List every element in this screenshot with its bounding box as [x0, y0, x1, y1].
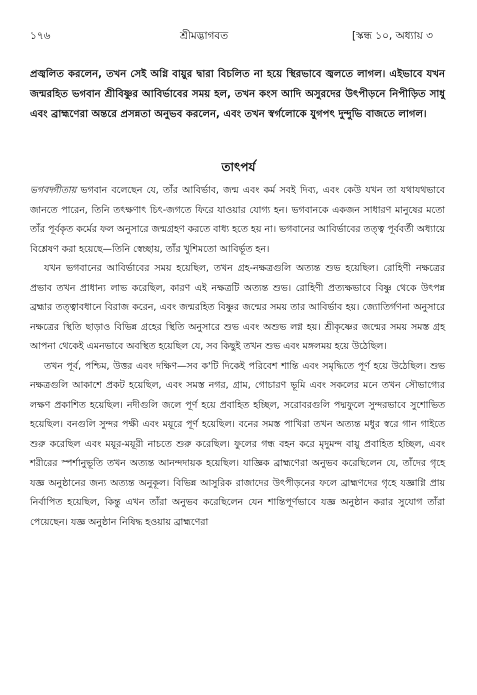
page-number: ১৭৬	[30, 30, 51, 42]
verse-translation: প্রজ্বলিত করলেন, তখন সেই অগ্নি বায়ুর দ্বারা বিচলিত না হয়ে স্থিরভাবে জ্বলতে লাগল। এইভাবে যখন জন্মরহিত ভগবান শ্রীবিষ্ণুর আবির্ভাবের সময় হল, তখন কংস আদি অসুরদের উৎপীড়নে নিপীড়িত সাধু এবং ব্রাহ্মণেরা অন্তরে প্রসন্নতা অনুভব করলেন, এবং তখন স্বর্গলোকে যুগপৎ দুন্দুভি বাজতে লাগল।	[30, 69, 445, 120]
scripture-reference: ভগবদ্গীতায়	[30, 185, 77, 196]
page-header	[30, 28, 433, 44]
paragraph-text: ভগবান বলেছেন যে, তাঁর আবির্ভাব, জন্ম এবং কর্ম সবই দিব্য, এবং কেউ যখন তা যথাযথভাবে জানতে পারেন, তিনি তৎক্ষণাৎ চিৎ-জগতে ফিরে যাওয়ার যোগ্য হন। ভগবানকে একজন সাধারণ মানুষের মতো তাঁর পূর্বকৃত কর্মের ফল অনুসারে জন্মগ্রহণ করতে বাধ্য হতে হয় না। ভগবানের আবির্ভাবের তত্ত্ব পূর্ববর্তী অধ্যায়ে বিশ্লেষণ করা হয়েছে—তিনি স্বেচ্ছায়, তাঁর খুশিমতো আবির্ভূত হন।	[30, 185, 445, 255]
purport-heading: তাৎপর্য	[221, 160, 256, 174]
purport-body	[30, 181, 445, 532]
chapter-reference: [স্কন্ধ ১০, অধ্যায় ৩	[351, 30, 433, 42]
purport-paragraph: তখন পূর্ব, পশ্চিম, উত্তর এবং দক্ষিণ—সব ক'টি দিকেই পরিবেশ শান্তি এবং সমৃদ্ধিতে পূর্ণ হয়ে উঠেছিল। শুভ নক্ষত্রগুলি আকাশে প্রকট হয়েছিল, এবং সমস্ত নগর, গ্রাম, গোচারণ ভূমি এবং সকলের মনে তখন সৌভাগ্যের লক্ষণ প্রকাশিত হয়েছিল। নদীগুলি জলে পূর্ণ হয়ে প্রবাহিত হচ্ছিল, সরোবরগুলি পদ্মফুলে সুন্দরভাবে সুশোভিত হয়েছিল। বনগুলি সুন্দর পক্ষী এবং ময়ূরে পূর্ণ হয়েছিল। বনের সমস্ত পাখিরা তখন অত্যন্ত মধুর স্বরে গান গাইতে শুরু করেছিল এবং ময়ূর-ময়ূরী নাচতে শুরু করেছিল। ফুলের গন্ধ বহন করে মৃদুমন্দ বায়ু প্রবাহিত হচ্ছিল, এবং শরীরের স্পর্শানুভূতি তখন অত্যন্ত আনন্দদায়ক হয়েছিল। যাজ্ঞিক ব্রাহ্মণেরা অনুভব করেছিলেন যে, তাঁদের গৃহে যজ্ঞ অনুষ্ঠানের জন্য অত্যন্ত অনুকূল। বিভিন্ন আসুরিক রাজাদের উৎপীড়নের ফলে ব্রাহ্মণদের গৃহে যজ্ঞাগ্নি প্রায় নির্বাপিত হয়েছিল, কিন্তু এখন তাঁরা অনুভব করেছিলেন যেন শান্তিপূর্ণভাবে যজ্ঞ অনুষ্ঠান করার সুযোগ তাঁরা পেয়েছেন। যজ্ঞ অনুষ্ঠান নিষিদ্ধ হওয়ায় ব্রাহ্মণেরা	[30, 360, 445, 528]
purport-paragraph	[30, 181, 445, 259]
purport-paragraph: যখন ভগবানের আবির্ভাবের সময় হয়েছিল, তখন গ্রহ-নক্ষত্রগুলি অত্যন্ত শুভ হয়েছিল। রোহিণী নক্ষত্রের প্রভাব তখন প্রাধান্য লাভ করেছিল, কারণ এই নক্ষত্রটি অত্যন্ত শুভ। রোহিণী প্রত্যক্ষভাবে বিষ্ণু থেকে উৎপন্ন ব্রহ্মার তত্ত্বাবধানে বিরাজ করেন, এবং জন্মরহিত বিষ্ণুর জন্মের সময় তার আবির্ভাব হয়। জ্যোতির্গণনা অনুসারে নক্ষত্রের স্থিতি ছাড়াও বিভিন্ন গ্রহের স্থিতি অনুসারে শুভ এবং অশুভ লগ্ন হয়। শ্রীকৃষ্ণের জন্মের সময় সমস্ত গ্রহ আপনা থেকেই এমনভাবে অবস্থিত হয়েছিল যে, সব কিছুই তখন শুভ এবং মঙ্গলময় হয়ে উঠেছিল।	[30, 263, 445, 352]
running-title: শ্রীমদ্ভাগবত	[180, 30, 229, 42]
